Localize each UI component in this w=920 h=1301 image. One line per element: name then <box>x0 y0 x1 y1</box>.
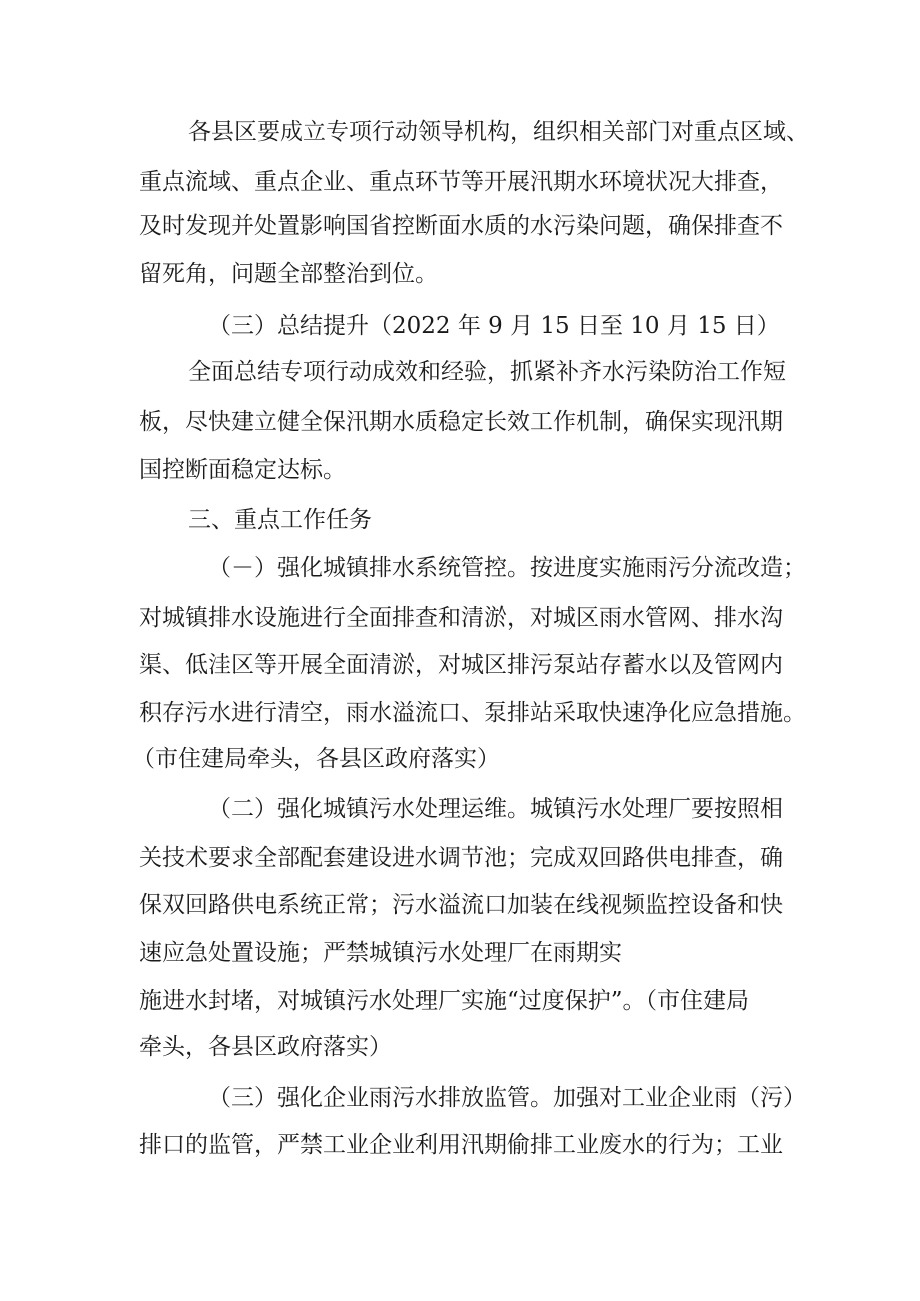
section-heading: 三、重点工作任务 <box>188 507 372 533</box>
paragraph-line: 关技术要求全部配套建设进水调节池；完成双回路供电排查，确 <box>139 845 783 871</box>
paragraph-line: 各县区要成立专项行动领导机构，组织相关部门对重点区域、 <box>188 119 809 145</box>
paragraph-line: 施进水封堵，对城镇污水处理厂实施“过度保护”。（市住建局 <box>139 988 750 1014</box>
paragraph-line: （三）强化企业雨污水排放监管。加强对工业企业雨（污） <box>208 1085 806 1111</box>
paragraph-line: 对城镇排水设施进行全面排查和清淤，对城区雨水管网、排水沟 <box>139 605 783 631</box>
paragraph-line: 牵头，各县区政府落实） <box>139 1034 392 1060</box>
paragraph-line: 国控断面稳定达标。 <box>139 457 346 483</box>
paragraph-line: 积存污水进行清空，雨水溢流口、泵排站采取快速净化应急措施。 <box>139 700 806 726</box>
paragraph-line: 重点流域、重点企业、重点环节等开展汛期水环境状况大排查， <box>139 169 783 195</box>
section-heading: （三）总结提升（2022 年 9 月 15 日至 10 月 15 日） <box>208 313 780 339</box>
paragraph-line: 渠、低洼区等开展全面清淤，对城区排污泵站存蓄水以及管网内 <box>139 652 783 678</box>
paragraph-line: 板，尽快建立健全保汛期水质稳定长效工作机制，确保实现汛期 <box>139 409 783 435</box>
paragraph-line: 及时发现并处置影响国省控断面水质的水污染问题，确保排查不 <box>139 213 783 239</box>
paragraph-line: （－）强化城镇排水系统管控。按进度实施雨污分流改造； <box>208 555 806 581</box>
paragraph-line: 速应急处置设施；严禁城镇污水处理厂在雨期实 <box>139 940 622 966</box>
paragraph-line: 保双回路供电系统正常；污水溢流口加装在线视频监控设备和快 <box>139 892 783 918</box>
paragraph-line: （市住建局牵头，各县区政府落实） <box>132 746 500 772</box>
paragraph-line: 排口的监管，严禁工业企业利用汛期偷排工业废水的行为；工业 <box>139 1132 783 1158</box>
paragraph-line: （二）强化城镇污水处理运维。城镇污水处理厂要按照相 <box>208 796 783 822</box>
paragraph-line: 留死角，问题全部整治到位。 <box>139 261 438 287</box>
paragraph-line: 全面总结专项行动成效和经验，抓紧补齐水污染防治工作短 <box>188 359 786 385</box>
